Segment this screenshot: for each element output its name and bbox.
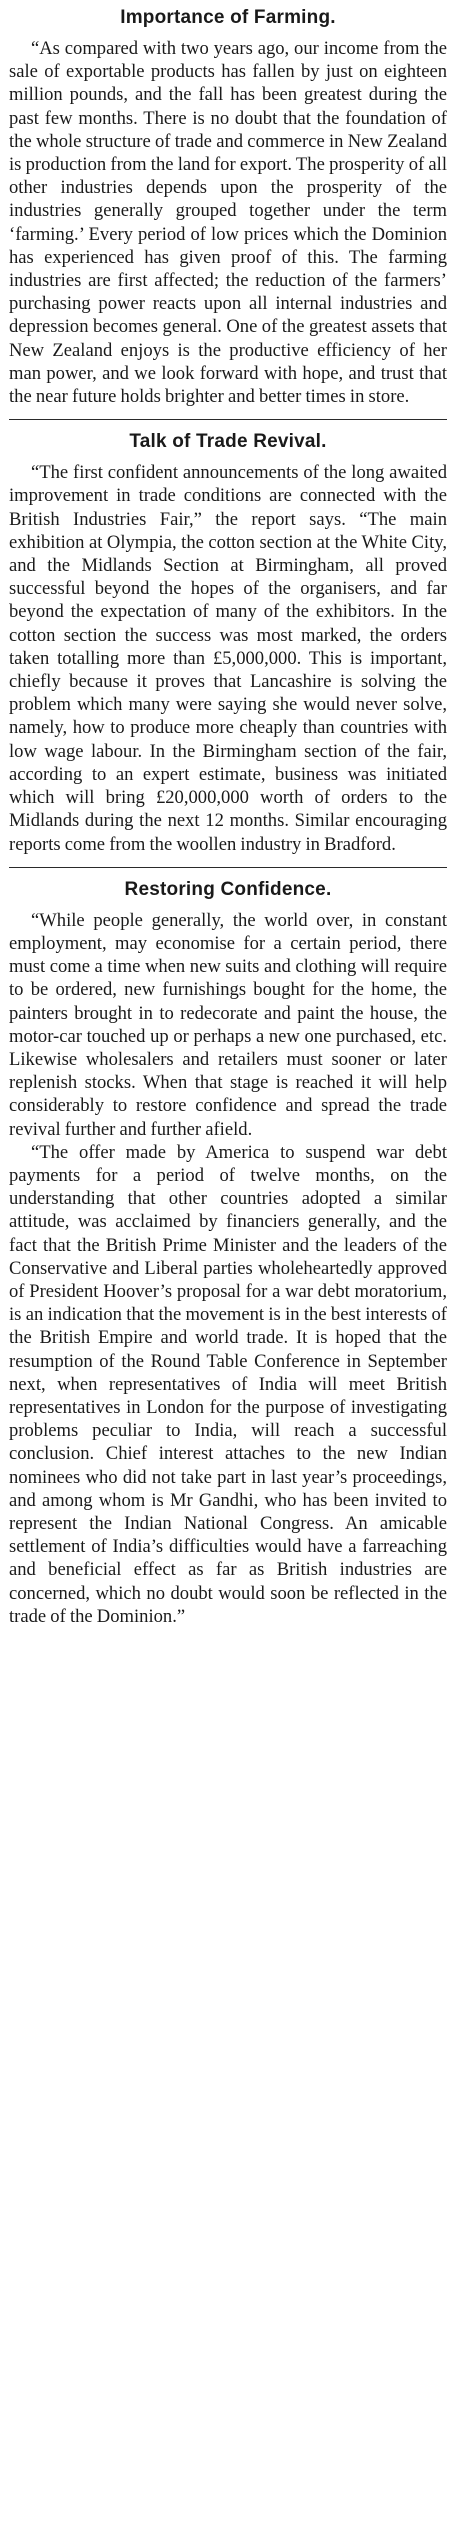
- paragraph: “While people generally, the world over, in constant employment, may economise for a certain period, there must come a time when new suits and clothing will require to be ordered, new furnishings bought for the home, the painters brought in to redecorate and paint the house, the motor-car touched up or perhaps a new one purchased, etc. Likewise wholesalers and retailers must sooner or later replenish stocks. When that stage is reached it will help considerably to restore confidence and spread the trade revival further and further afield.: [9, 909, 447, 1140]
- paragraph: “The offer made by America to suspend war debt payments for a period of twelve months, on the understanding that other countries adopted a similar attitude, was acclaimed by financiers generally, and the fact that the British Prime Minister and the leaders of the Conservative and Liberal parties wholeheartedly approved of President Hoover’s proposal for a war debt moratorium, is an indication that the movement is in the best interests of the British Empire and world trade. It is hoped that the resumption of the Round Table Conference in September next, when representatives of India will meet British representatives in London for the purpose of investigating problems peculiar to India, will reach a successful conclusion. Chief interest attaches to the new Indian nominees who did not take part in last year’s proceedings, and among whom is Mr Gandhi, who has been invited to represent the Indian National Congress. An amicable settlement of India’s difficulties would have a farreaching and beneficial effect as far as British industries are concerned, which no doubt would soon be reflected in the trade of the Dominion.”: [9, 1141, 447, 1627]
- section-heading: Restoring Confidence.: [124, 878, 332, 900]
- section-divider: [9, 867, 447, 868]
- section-talk-of-trade-revival: [9, 430, 447, 855]
- section-divider: [9, 419, 447, 420]
- section-heading: Importance of Farming.: [120, 7, 336, 28]
- paragraph: “The first confident announcements of the long awaited improvement in trade conditions are connected with the British Industries Fair,” the report says. “The main exhibition at Olympia, the cotton section at the White City, and the Midlands Section at Birmingham, all proved successful beyond the hopes of the organisers, and far beyond the expectation of many of the exhibitors. In the cotton section the success was most marked, the orders taken totalling more than £5,000,000. This is important, chiefly because it proves that Lancashire is solving the problem which many were saying she would never solve, namely, how to produce more cheaply than countries with low wage labour. In the Birmingham section of the fair, according to an expert estimate, business was initiated which will bring £20,000,000 worth of orders to the Midlands during the next 12 months. Similar encouraging reports come from the woollen industry in Bradford.: [9, 462, 447, 855]
- section-heading: Talk of Trade Revival.: [129, 431, 327, 453]
- section-importance-of-farming: [9, 6, 447, 408]
- section-restoring-confidence: [9, 878, 447, 1628]
- paragraph: “As compared with two years ago, our income from the sale of exportable products has fallen by just on eighteen million pounds, and the fall has been greatest during the past few months. There is no doubt that the foundation of the whole structure of trade and commerce in New Zealand is production from the land for export. The prosperity of all other industries depends upon the prosperity of the industries generally grouped together under the term ‘farming.’ Every period of low prices which the Dominion has experienced has given proof of this. The farming industries are first affected; the reduction of the farmers’ purchasing power reacts upon all internal industries and depression becomes general. One of the greatest assets that New Zealand enjoys is the productive efficiency of her man power, and we look forward with hope, and trust that the near future holds brighter and better times in store.: [9, 38, 447, 408]
